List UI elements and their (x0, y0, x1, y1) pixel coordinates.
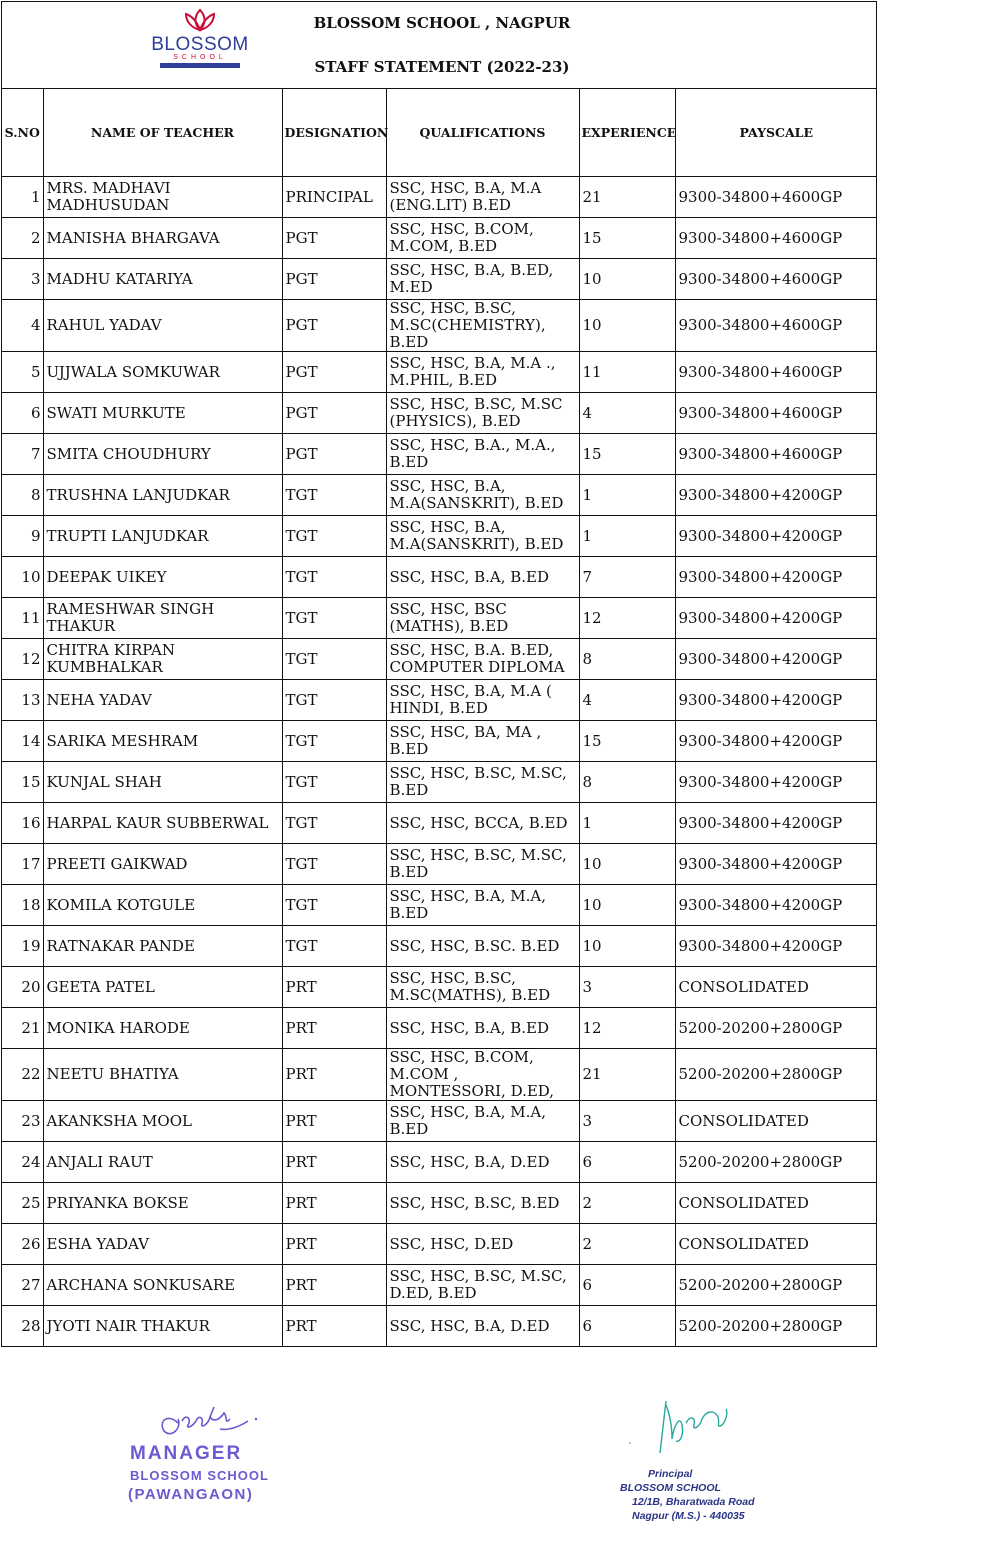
cell-payscale: 5200-20200+2800GP (675, 1306, 877, 1347)
cell-qualifications: SSC, HSC, B.SC, M.SC(CHEMISTRY), B.ED (386, 300, 579, 352)
principal-stamp-title: Principal (648, 1468, 693, 1480)
cell-experience: 4 (579, 680, 675, 721)
cell-designation: TGT (282, 885, 386, 926)
cell-designation: PRT (282, 967, 386, 1008)
cell-sno: 26 (2, 1224, 43, 1265)
cell-teacher-name: JYOTI NAIR THAKUR (43, 1306, 282, 1347)
cell-experience: 10 (579, 259, 675, 300)
cell-sno: 14 (2, 721, 43, 762)
cell-payscale: 9300-34800+4200GP (675, 598, 877, 639)
cell-teacher-name: MRS. MADHAVI MADHUSUDAN (43, 177, 282, 218)
cell-payscale: 9300-34800+4600GP (675, 393, 877, 434)
cell-qualifications: SSC, HSC, B.A, M.A, B.ED (386, 1101, 579, 1142)
table-row (2, 680, 877, 721)
principal-stamp-address: 12/1B, Bharatwada Road (632, 1496, 755, 1508)
table-row (2, 1306, 877, 1347)
table-row (2, 885, 877, 926)
table-row (2, 259, 877, 300)
cell-teacher-name: SWATI MURKUTE (43, 393, 282, 434)
cell-payscale: 5200-20200+2800GP (675, 1265, 877, 1306)
cell-payscale: 9300-34800+4600GP (675, 259, 877, 300)
cell-designation: TGT (282, 926, 386, 967)
cell-qualifications: SSC, HSC, B.SC, M.SC, B.ED (386, 844, 579, 885)
cell-payscale: CONSOLIDATED (675, 967, 877, 1008)
cell-sno: 3 (2, 259, 43, 300)
table-row (2, 721, 877, 762)
cell-designation: PGT (282, 259, 386, 300)
cell-qualifications: SSC, HSC, B.SC, M.SC(MATHS), B.ED (386, 967, 579, 1008)
cell-sno: 21 (2, 1008, 43, 1049)
cell-qualifications: SSC, HSC, B.A, B.ED (386, 1008, 579, 1049)
cell-designation: PRINCIPAL (282, 177, 386, 218)
table-row (2, 557, 877, 598)
cell-payscale: CONSOLIDATED (675, 1101, 877, 1142)
cell-designation: PGT (282, 352, 386, 393)
table-row (2, 598, 877, 639)
cell-experience: 6 (579, 1306, 675, 1347)
cell-experience: 1 (579, 516, 675, 557)
statement-title: STAFF STATEMENT (2022-23) (314, 58, 570, 76)
cell-qualifications: SSC, HSC, B.A, B.ED (386, 557, 579, 598)
cell-sno: 2 (2, 218, 43, 259)
cell-payscale: 9300-34800+4200GP (675, 557, 877, 598)
cell-teacher-name: ANJALI RAUT (43, 1142, 282, 1183)
principal-handwritten-signature (610, 1395, 750, 1465)
cell-qualifications: SSC, HSC, B.COM, M.COM, B.ED (386, 218, 579, 259)
cell-designation: TGT (282, 516, 386, 557)
cell-qualifications: SSC, HSC, B.SC, M.SC, D.ED, B.ED (386, 1265, 579, 1306)
column-header-qualifications: QUALIFICATIONS (386, 89, 579, 177)
cell-experience: 7 (579, 557, 675, 598)
cell-experience: 15 (579, 218, 675, 259)
cell-teacher-name: TRUSHNA LANJUDKAR (43, 475, 282, 516)
staff-statement-sheet (1, 1, 877, 1347)
table-row (2, 1142, 877, 1183)
cell-sno: 6 (2, 393, 43, 434)
cell-payscale: 9300-34800+4200GP (675, 803, 877, 844)
cell-designation: TGT (282, 557, 386, 598)
cell-sno: 23 (2, 1101, 43, 1142)
cell-teacher-name: DEEPAK UIKEY (43, 557, 282, 598)
cell-teacher-name: PREETI GAIKWAD (43, 844, 282, 885)
cell-experience: 8 (579, 639, 675, 680)
cell-payscale: 5200-20200+2800GP (675, 1049, 877, 1101)
cell-sno: 8 (2, 475, 43, 516)
cell-experience: 2 (579, 1183, 675, 1224)
principal-signature-block (610, 1395, 810, 1523)
table-row (2, 177, 877, 218)
manager-signature-block (120, 1395, 320, 1503)
cell-designation: PRT (282, 1224, 386, 1265)
cell-experience: 15 (579, 434, 675, 475)
cell-sno: 28 (2, 1306, 43, 1347)
cell-payscale: 9300-34800+4600GP (675, 434, 877, 475)
cell-designation: PGT (282, 300, 386, 352)
table-row (2, 352, 877, 393)
table-row (2, 1224, 877, 1265)
table-row (2, 218, 877, 259)
principal-stamp (610, 1467, 810, 1523)
cell-experience: 1 (579, 803, 675, 844)
table-row (2, 475, 877, 516)
table-row (2, 762, 877, 803)
cell-payscale: 9300-34800+4600GP (675, 177, 877, 218)
cell-experience: 3 (579, 967, 675, 1008)
cell-experience: 6 (579, 1265, 675, 1306)
cell-designation: TGT (282, 639, 386, 680)
column-header-sno: S.NO (2, 89, 43, 177)
document-header (2, 2, 876, 89)
cell-sno: 13 (2, 680, 43, 721)
cell-sno: 5 (2, 352, 43, 393)
cell-qualifications: SSC, HSC, BSC (MATHS), B.ED (386, 598, 579, 639)
principal-stamp-city: Nagpur (M.S.) - 440035 (632, 1510, 745, 1522)
cell-qualifications: SSC, HSC, B.A, M.A(SANSKRIT), B.ED (386, 475, 579, 516)
school-title: BLOSSOM SCHOOL , NAGPUR (313, 14, 571, 32)
cell-sno: 18 (2, 885, 43, 926)
cell-qualifications: SSC, HSC, BCCA, B.ED (386, 803, 579, 844)
cell-qualifications: SSC, HSC, B.SC, M.SC, B.ED (386, 762, 579, 803)
cell-designation: TGT (282, 844, 386, 885)
cell-payscale: 9300-34800+4200GP (675, 926, 877, 967)
cell-qualifications: SSC, HSC, B.A, D.ED (386, 1142, 579, 1183)
cell-teacher-name: GEETA PATEL (43, 967, 282, 1008)
cell-teacher-name: KUNJAL SHAH (43, 762, 282, 803)
cell-designation: PRT (282, 1101, 386, 1142)
cell-experience: 3 (579, 1101, 675, 1142)
column-header-designation: DESIGNATION (282, 89, 386, 177)
cell-teacher-name: PRIYANKA BOKSE (43, 1183, 282, 1224)
column-header-name: NAME OF TEACHER (43, 89, 282, 177)
cell-experience: 10 (579, 844, 675, 885)
logo-wordmark: BLOSSOM (151, 34, 249, 55)
cell-payscale: 9300-34800+4200GP (675, 639, 877, 680)
cell-teacher-name: UJJWALA SOMKUWAR (43, 352, 282, 393)
table-row (2, 1049, 877, 1101)
cell-experience: 4 (579, 393, 675, 434)
cell-experience: 2 (579, 1224, 675, 1265)
cell-qualifications: SSC, HSC, B.A, M.A(SANSKRIT), B.ED (386, 516, 579, 557)
table-row (2, 1265, 877, 1306)
cell-payscale: 9300-34800+4200GP (675, 762, 877, 803)
cell-qualifications: SSC, HSC, B.SC, B.ED (386, 1183, 579, 1224)
cell-sno: 11 (2, 598, 43, 639)
table-header-row (2, 89, 877, 177)
table-row (2, 516, 877, 557)
cell-sno: 22 (2, 1049, 43, 1101)
cell-payscale: 9300-34800+4600GP (675, 300, 877, 352)
principal-stamp-school: BLOSSOM SCHOOL (620, 1482, 721, 1494)
cell-qualifications: SSC, HSC, B.A, M.A ( HINDI, B.ED (386, 680, 579, 721)
cell-sno: 17 (2, 844, 43, 885)
cell-experience: 1 (579, 475, 675, 516)
cell-experience: 12 (579, 1008, 675, 1049)
cell-sno: 27 (2, 1265, 43, 1306)
manager-stamp (120, 1443, 320, 1503)
cell-qualifications: SSC, HSC, B.A, B.ED, M.ED (386, 259, 579, 300)
table-row (2, 844, 877, 885)
cell-sno: 9 (2, 516, 43, 557)
cell-teacher-name: SARIKA MESHRAM (43, 721, 282, 762)
cell-payscale: 9300-34800+4200GP (675, 475, 877, 516)
cell-teacher-name: AKANKSHA MOOL (43, 1101, 282, 1142)
cell-sno: 15 (2, 762, 43, 803)
cell-experience: 10 (579, 300, 675, 352)
cell-experience: 21 (579, 177, 675, 218)
cell-sno: 4 (2, 300, 43, 352)
column-header-payscale: PAYSCALE (675, 89, 877, 177)
column-header-experience: EXPERIENCE (579, 89, 675, 177)
cell-sno: 25 (2, 1183, 43, 1224)
cell-designation: PRT (282, 1008, 386, 1049)
table-row (2, 926, 877, 967)
cell-designation: PRT (282, 1265, 386, 1306)
cell-designation: PRT (282, 1183, 386, 1224)
cell-payscale: 9300-34800+4200GP (675, 885, 877, 926)
cell-designation: TGT (282, 803, 386, 844)
manager-handwritten-signature (120, 1395, 260, 1439)
table-row (2, 393, 877, 434)
cell-qualifications: SSC, HSC, B.A, D.ED (386, 1306, 579, 1347)
cell-sno: 19 (2, 926, 43, 967)
cell-designation: TGT (282, 680, 386, 721)
cell-sno: 16 (2, 803, 43, 844)
cell-sno: 10 (2, 557, 43, 598)
cell-sno: 1 (2, 177, 43, 218)
manager-stamp-school: BLOSSOM SCHOOL (130, 1468, 269, 1483)
cell-teacher-name: MONIKA HARODE (43, 1008, 282, 1049)
cell-qualifications: SSC, HSC, B.A., M.A., B.ED (386, 434, 579, 475)
cell-experience: 21 (579, 1049, 675, 1101)
cell-payscale: 9300-34800+4200GP (675, 680, 877, 721)
cell-designation: PRT (282, 1142, 386, 1183)
cell-qualifications: SSC, HSC, B.SC. B.ED (386, 926, 579, 967)
cell-designation: TGT (282, 721, 386, 762)
cell-teacher-name: MANISHA BHARGAVA (43, 218, 282, 259)
cell-teacher-name: ARCHANA SONKUSARE (43, 1265, 282, 1306)
staff-table (2, 89, 877, 1347)
cell-payscale: CONSOLIDATED (675, 1224, 877, 1265)
cell-payscale: 5200-20200+2800GP (675, 1142, 877, 1183)
cell-payscale: 9300-34800+4600GP (675, 352, 877, 393)
table-row (2, 967, 877, 1008)
cell-qualifications: SSC, HSC, B.SC, M.SC (PHYSICS), B.ED (386, 393, 579, 434)
cell-designation: PRT (282, 1306, 386, 1347)
manager-stamp-title: MANAGER (130, 1443, 243, 1464)
table-row (2, 434, 877, 475)
cell-qualifications: SSC, HSC, B.COM, M.COM , MONTESSORI, D.ED, (386, 1049, 579, 1101)
cell-qualifications: SSC, HSC, B.A. B.ED, COMPUTER DIPLOMA (386, 639, 579, 680)
cell-experience: 11 (579, 352, 675, 393)
lotus-icon (180, 8, 220, 34)
cell-teacher-name: ESHA YADAV (43, 1224, 282, 1265)
cell-payscale: 9300-34800+4200GP (675, 721, 877, 762)
cell-sno: 24 (2, 1142, 43, 1183)
table-row (2, 300, 877, 352)
cell-designation: PGT (282, 218, 386, 259)
table-row (2, 639, 877, 680)
cell-payscale: 9300-34800+4200GP (675, 844, 877, 885)
cell-designation: PGT (282, 434, 386, 475)
cell-teacher-name: SMITA CHOUDHURY (43, 434, 282, 475)
table-row (2, 803, 877, 844)
cell-experience: 12 (579, 598, 675, 639)
cell-payscale: 9300-34800+4200GP (675, 516, 877, 557)
cell-designation: TGT (282, 762, 386, 803)
cell-designation: TGT (282, 475, 386, 516)
cell-experience: 10 (579, 926, 675, 967)
cell-sno: 7 (2, 434, 43, 475)
cell-qualifications: SSC, HSC, D.ED (386, 1224, 579, 1265)
cell-teacher-name: RATNAKAR PANDE (43, 926, 282, 967)
school-logo (148, 8, 252, 68)
cell-teacher-name: TRUPTI LANJUDKAR (43, 516, 282, 557)
cell-designation: PGT (282, 393, 386, 434)
cell-qualifications: SSC, HSC, B.A, M.A (ENG.LIT) B.ED (386, 177, 579, 218)
cell-teacher-name: RAMESHWAR SINGH THAKUR (43, 598, 282, 639)
cell-experience: 15 (579, 721, 675, 762)
cell-qualifications: SSC, HSC, B.A, M.A, B.ED (386, 885, 579, 926)
cell-qualifications: SSC, HSC, BA, MA , B.ED (386, 721, 579, 762)
cell-experience: 10 (579, 885, 675, 926)
table-row (2, 1008, 877, 1049)
cell-qualifications: SSC, HSC, B.A, M.A ., M.PHIL, B.ED (386, 352, 579, 393)
logo-subtitle: SCHOOL (173, 54, 227, 61)
signature-area (0, 1395, 1000, 1535)
cell-experience: 6 (579, 1142, 675, 1183)
cell-experience: 8 (579, 762, 675, 803)
cell-sno: 12 (2, 639, 43, 680)
cell-teacher-name: HARPAL KAUR SUBBERWAL (43, 803, 282, 844)
cell-teacher-name: NEETU BHATIYA (43, 1049, 282, 1101)
cell-designation: PRT (282, 1049, 386, 1101)
cell-payscale: 5200-20200+2800GP (675, 1008, 877, 1049)
cell-designation: TGT (282, 598, 386, 639)
cell-payscale: CONSOLIDATED (675, 1183, 877, 1224)
cell-teacher-name: NEHA YADAV (43, 680, 282, 721)
logo-tagline (160, 63, 240, 68)
table-row (2, 1101, 877, 1142)
table-row (2, 1183, 877, 1224)
table-body (2, 177, 877, 1347)
cell-sno: 20 (2, 967, 43, 1008)
cell-teacher-name: KOMILA KOTGULE (43, 885, 282, 926)
cell-teacher-name: CHITRA KIRPAN KUMBHALKAR (43, 639, 282, 680)
cell-teacher-name: RAHUL YADAV (43, 300, 282, 352)
cell-teacher-name: MADHU KATARIYA (43, 259, 282, 300)
cell-payscale: 9300-34800+4600GP (675, 218, 877, 259)
manager-stamp-location: (PAWANGAON) (128, 1486, 254, 1503)
